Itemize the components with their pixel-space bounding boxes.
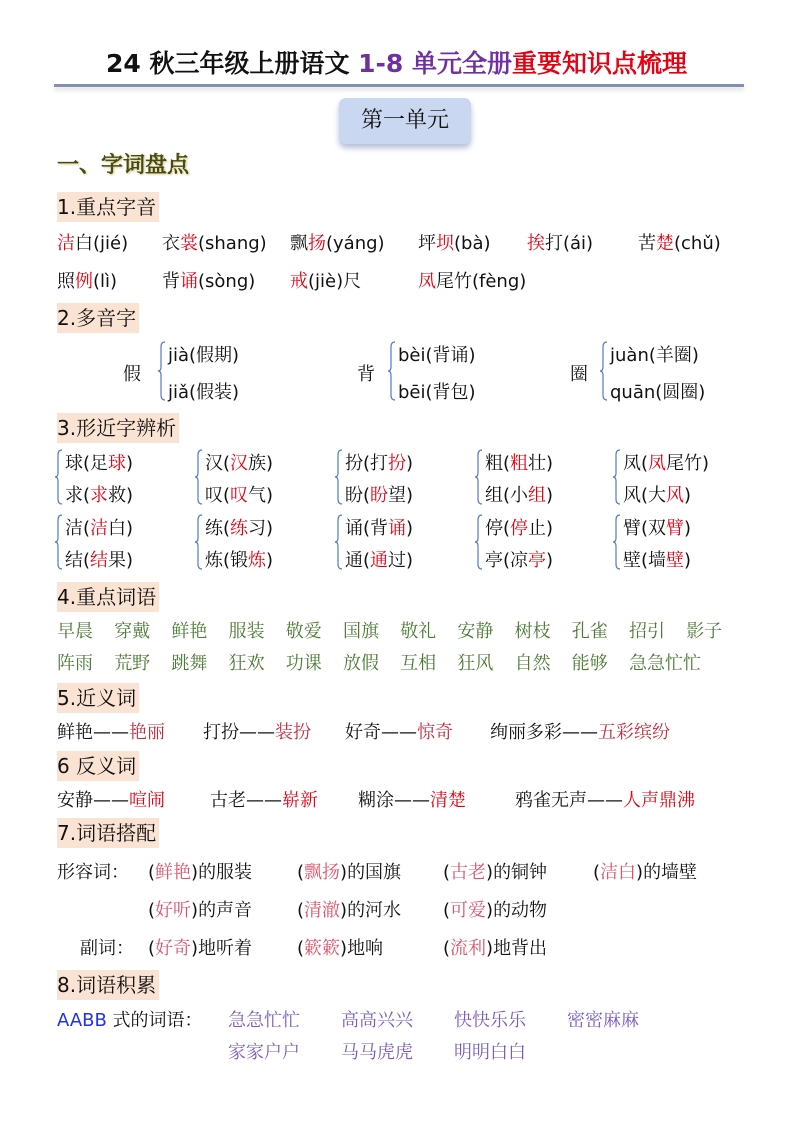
highlight-char: 戒 xyxy=(290,271,308,292)
title-part-3: 重要知识点梳理 xyxy=(512,49,688,78)
similar-char-item xyxy=(345,514,413,540)
text-segment: (bà) xyxy=(454,233,491,254)
collocation-item xyxy=(148,896,252,922)
text-segment: ) xyxy=(266,550,274,571)
key-word: 招引 xyxy=(629,621,665,642)
text-segment: 尾竹(fèng) xyxy=(436,271,527,292)
similar-char-item xyxy=(65,514,133,540)
collocation-fill: 飘扬 xyxy=(304,862,341,883)
similar-char-item xyxy=(205,481,273,507)
collocation-noun: 的服装 xyxy=(198,862,253,883)
text-segment: 习) xyxy=(248,518,274,539)
aabb-word: 快快乐乐 xyxy=(454,1010,526,1031)
text-segment: 过) xyxy=(388,550,414,571)
highlight-char: 通 xyxy=(370,550,389,571)
text-segment: 风(大 xyxy=(623,485,667,506)
key-word: 自然 xyxy=(514,653,551,674)
highlight-char: 壁 xyxy=(666,550,685,571)
highlight-char: 诵 xyxy=(180,271,198,292)
word-pair xyxy=(358,786,466,812)
aabb-word: 急急忙忙 xyxy=(228,1010,300,1031)
pair-word: 糊涂—— xyxy=(358,790,430,811)
text-segment: ) xyxy=(406,518,414,539)
key-word: 阵雨 xyxy=(57,653,93,674)
text-segment: (shang) xyxy=(198,233,267,254)
section-heading: 3.形近字辨析 xyxy=(57,413,179,443)
aabb-suffix: 式的词语： xyxy=(106,1010,203,1031)
text-segment: 凤( xyxy=(623,453,649,474)
text-segment: 通( xyxy=(345,550,371,571)
pronunciation-item xyxy=(162,267,255,293)
word-pair xyxy=(515,786,695,812)
text-segment: 白) xyxy=(108,518,134,539)
text-segment: 照 xyxy=(57,271,75,292)
text-segment: 坪 xyxy=(418,233,436,254)
similar-char-item xyxy=(623,546,691,572)
highlight-char: 扮 xyxy=(388,453,407,474)
collocation-fill: 流利 xyxy=(450,938,487,959)
text-segment: 亭(凉 xyxy=(485,550,529,571)
collocation-fill: 好奇 xyxy=(155,938,192,959)
paren: ( xyxy=(148,938,156,959)
pair-word: 鲜艳—— xyxy=(57,722,129,743)
paren: ) xyxy=(340,938,348,959)
collocation-item xyxy=(443,934,547,960)
collocation-noun: 地响 xyxy=(347,938,384,959)
text-segment: 洁( xyxy=(65,518,91,539)
highlight-char: 求 xyxy=(90,485,109,506)
key-word: 互相 xyxy=(400,653,437,674)
collocation-noun: 的声音 xyxy=(198,900,253,921)
text-segment: 苦 xyxy=(638,233,656,254)
text-segment: 尾竹) xyxy=(666,453,710,474)
reading-1: jià(假期) xyxy=(168,345,240,366)
similar-char-item xyxy=(485,481,553,507)
aabb-word: 密密麻麻 xyxy=(567,1010,639,1031)
highlight-char: 例 xyxy=(75,271,93,292)
pronunciation-item xyxy=(290,267,361,293)
section-heading: 4.重点词语 xyxy=(57,582,159,612)
reading-1: juàn(羊圈) xyxy=(610,345,699,366)
pair-answer: 清楚 xyxy=(430,790,466,811)
key-word: 跳舞 xyxy=(171,653,208,674)
text-segment: 族) xyxy=(248,453,274,474)
word-pair xyxy=(57,718,165,744)
highlight-char: 粗 xyxy=(510,453,529,474)
similar-char-item xyxy=(623,514,691,540)
similar-char-item xyxy=(485,449,553,475)
collocation-item xyxy=(593,858,697,884)
key-word: 鲜艳 xyxy=(171,621,208,642)
collocation-item xyxy=(443,858,547,884)
word-pair xyxy=(345,718,453,744)
text-segment: ) xyxy=(126,453,134,474)
aabb-word: 家家户户 xyxy=(228,1042,300,1063)
word-pair xyxy=(203,718,311,744)
collocation-item xyxy=(297,934,383,960)
key-word: 狂欢 xyxy=(228,653,265,674)
highlight-char: 组 xyxy=(528,485,547,506)
text-segment: 臂(双 xyxy=(623,518,667,539)
paren: ) xyxy=(340,900,348,921)
paren: ) xyxy=(191,938,199,959)
paren: ) xyxy=(191,900,199,921)
reading-2: bēi(背包) xyxy=(398,382,476,403)
adjective-label: 形容词： xyxy=(57,862,129,883)
similar-char-item xyxy=(623,449,709,475)
pronunciation-item xyxy=(527,229,593,255)
text-segment: 背 xyxy=(162,271,180,292)
pair-answer: 惊奇 xyxy=(417,722,453,743)
brace-icon xyxy=(335,514,343,570)
key-word: 孔雀 xyxy=(571,621,608,642)
pair-word: 好奇—— xyxy=(345,722,417,743)
text-segment: (lì) xyxy=(93,271,118,292)
key-word: 急急忙忙 xyxy=(629,653,701,674)
highlight-char: 挨 xyxy=(527,233,545,254)
reading-2: quān(圆圈) xyxy=(610,382,706,403)
key-word: 荒野 xyxy=(114,653,151,674)
polyphone-char: 圈 xyxy=(570,364,588,385)
polyphone-char: 假 xyxy=(123,364,141,385)
similar-char-item xyxy=(65,481,133,507)
similar-char-item xyxy=(345,449,413,475)
unit-badge: 第一单元 xyxy=(339,98,471,144)
paren: ( xyxy=(593,862,601,883)
highlight-char: 炼 xyxy=(248,550,267,571)
brace-icon xyxy=(195,449,203,505)
brace-icon xyxy=(613,449,621,505)
highlight-char: 洁 xyxy=(57,233,75,254)
highlight-char: 楚 xyxy=(656,233,674,254)
text-segment: 壁(墙 xyxy=(623,550,667,571)
pair-word: 古老—— xyxy=(210,790,282,811)
highlight-char: 停 xyxy=(510,518,529,539)
text-segment: 救) xyxy=(108,485,134,506)
similar-char-item xyxy=(345,546,413,572)
collocation-noun: 的铜钟 xyxy=(493,862,548,883)
reading-1: bèi(背诵) xyxy=(398,345,476,366)
key-word: 敬爱 xyxy=(285,621,322,642)
pair-word: 安静—— xyxy=(57,790,129,811)
similar-char-item xyxy=(205,514,273,540)
paren: ( xyxy=(443,862,451,883)
highlight-char: 风 xyxy=(666,485,685,506)
highlight-char: 结 xyxy=(90,550,109,571)
pair-answer: 装扮 xyxy=(275,722,311,743)
text-segment: 停( xyxy=(485,518,511,539)
pair-answer: 五彩缤纷 xyxy=(598,722,670,743)
key-word: 狂风 xyxy=(457,653,494,674)
title-divider xyxy=(54,84,744,87)
text-segment: 打(ái) xyxy=(545,233,594,254)
highlight-char: 坝 xyxy=(436,233,454,254)
similar-char-item xyxy=(345,481,413,507)
paren: ) xyxy=(191,862,199,883)
pronunciation-item xyxy=(290,229,385,255)
pronunciation-item xyxy=(418,267,526,293)
pronunciation-item xyxy=(418,229,491,255)
paren: ) xyxy=(636,862,644,883)
brace-icon xyxy=(55,449,63,505)
key-word: 服装 xyxy=(228,621,265,642)
text-segment: (sòng) xyxy=(198,271,256,292)
text-segment: 白(jié) xyxy=(75,233,129,254)
key-word: 能够 xyxy=(571,653,608,674)
text-segment: 气) xyxy=(248,485,274,506)
pair-answer: 艳丽 xyxy=(129,722,165,743)
highlight-char: 诵 xyxy=(388,518,407,539)
text-segment: 衣 xyxy=(162,233,180,254)
pair-word: 绚丽多彩—— xyxy=(490,722,598,743)
paren: ) xyxy=(486,900,494,921)
text-segment: 诵(背 xyxy=(345,518,389,539)
section-heading: 7.词语搭配 xyxy=(57,818,159,848)
paren: ( xyxy=(297,900,305,921)
key-word: 敬礼 xyxy=(400,621,437,642)
paren: ( xyxy=(148,900,156,921)
text-segment: ) xyxy=(406,453,414,474)
similar-char-item xyxy=(205,546,273,572)
title-part-2: 1-8 单元全册 xyxy=(358,49,513,78)
brace-icon xyxy=(335,449,343,505)
text-segment: 求( xyxy=(65,485,91,506)
highlight-char: 球 xyxy=(108,453,127,474)
key-word: 影子 xyxy=(686,621,723,642)
pair-answer: 喧闹 xyxy=(129,790,165,811)
brace-icon xyxy=(388,341,396,401)
text-segment: 扮(打 xyxy=(345,453,389,474)
text-segment: (jiè)尺 xyxy=(308,271,362,292)
highlight-char: 叹 xyxy=(230,485,249,506)
collocation-item xyxy=(443,896,547,922)
text-segment: (yáng) xyxy=(326,233,385,254)
collocation-noun: 的河水 xyxy=(347,900,402,921)
collocation-fill: 好听 xyxy=(155,900,192,921)
pronunciation-item xyxy=(162,229,267,255)
highlight-char: 汉 xyxy=(230,453,249,474)
key-word: 树枝 xyxy=(514,621,551,642)
pair-word: 打扮—— xyxy=(203,722,275,743)
key-word: 放假 xyxy=(343,653,379,674)
text-segment: 止) xyxy=(528,518,554,539)
aabb-word: 马马虎虎 xyxy=(341,1042,413,1063)
highlight-char: 盼 xyxy=(370,485,389,506)
collocation-item xyxy=(148,858,252,884)
paren: ( xyxy=(443,938,451,959)
section-heading: 5.近义词 xyxy=(57,683,139,713)
text-segment: ) xyxy=(546,550,554,571)
section-heading: 2.多音字 xyxy=(57,303,139,333)
pair-word: 鸦雀无声—— xyxy=(515,790,623,811)
highlight-char: 凤 xyxy=(418,271,436,292)
paren: ) xyxy=(486,938,494,959)
collocation-fill: 簌簌 xyxy=(304,938,341,959)
brace-icon xyxy=(613,514,621,570)
highlight-char: 臂 xyxy=(666,518,685,539)
collocation-fill: 鲜艳 xyxy=(155,862,192,883)
paren: ( xyxy=(443,900,451,921)
text-segment: 果) xyxy=(108,550,134,571)
collocation-fill: 古老 xyxy=(450,862,487,883)
reading-2: jiǎ(假装) xyxy=(168,382,240,403)
text-segment: 粗( xyxy=(485,453,511,474)
key-word: 安静 xyxy=(457,621,494,642)
word-pair xyxy=(490,718,670,744)
part-heading: 一、字词盘点 xyxy=(57,153,190,178)
aabb-word: 高高兴兴 xyxy=(341,1010,413,1031)
brace-icon xyxy=(475,514,483,570)
text-segment: ) xyxy=(684,518,692,539)
collocation-noun: 的国旗 xyxy=(347,862,402,883)
brace-icon xyxy=(55,514,63,570)
section-heading: 6 反义词 xyxy=(57,751,139,781)
paren: ) xyxy=(486,862,494,883)
text-segment: ) xyxy=(684,550,692,571)
key-word: 功课 xyxy=(285,653,322,674)
collocation-fill: 洁白 xyxy=(600,862,637,883)
pair-answer: 崭新 xyxy=(282,790,318,811)
collocation-item xyxy=(297,896,401,922)
paren: ( xyxy=(297,938,305,959)
text-segment: 飘 xyxy=(290,233,308,254)
text-segment: ) xyxy=(546,485,554,506)
document-title xyxy=(0,44,793,80)
aabb-label xyxy=(57,1006,203,1032)
text-segment: 炼(锻 xyxy=(205,550,249,571)
text-segment: 叹( xyxy=(205,485,231,506)
brace-icon xyxy=(600,341,608,401)
brace-icon xyxy=(475,449,483,505)
word-pair xyxy=(57,786,165,812)
word-pair xyxy=(210,786,318,812)
pronunciation-item xyxy=(638,229,721,255)
text-segment: 球(足 xyxy=(65,453,109,474)
similar-char-item xyxy=(623,481,691,507)
key-word: 国旗 xyxy=(343,621,379,642)
highlight-char: 裳 xyxy=(180,233,198,254)
text-segment: 组(小 xyxy=(485,485,529,506)
key-word: 早晨 xyxy=(57,621,93,642)
paren: ( xyxy=(148,862,156,883)
highlight-char: 亭 xyxy=(528,550,547,571)
similar-char-item xyxy=(205,449,273,475)
brace-icon xyxy=(158,341,166,401)
text-segment: ) xyxy=(684,485,692,506)
collocation-item xyxy=(148,934,252,960)
pronunciation-item xyxy=(57,267,117,293)
text-segment: 望) xyxy=(388,485,414,506)
polyphone-char: 背 xyxy=(357,364,375,385)
aabb-word: 明明白白 xyxy=(454,1042,526,1063)
highlight-char: 凤 xyxy=(648,453,667,474)
highlight-char: 扬 xyxy=(308,233,326,254)
adverb-label: 副词： xyxy=(80,938,134,959)
similar-char-item xyxy=(65,546,133,572)
paren: ( xyxy=(297,862,305,883)
highlight-char: 洁 xyxy=(90,518,109,539)
paren: ) xyxy=(340,862,348,883)
collocation-noun: 的墙壁 xyxy=(643,862,698,883)
collocation-noun: 地听着 xyxy=(198,938,253,959)
section-heading: 1.重点字音 xyxy=(57,192,159,222)
text-segment: 练( xyxy=(205,518,231,539)
similar-char-item xyxy=(65,449,133,475)
collocation-noun: 地背出 xyxy=(493,938,548,959)
aabb-tag: AABB xyxy=(57,1010,107,1031)
similar-char-item xyxy=(485,514,553,540)
collocation-noun: 的动物 xyxy=(493,900,548,921)
collocation-item xyxy=(297,858,401,884)
title-part-1: 24 秋三年级上册语文 xyxy=(105,49,359,78)
highlight-char: 练 xyxy=(230,518,249,539)
text-segment: 壮) xyxy=(528,453,554,474)
key-word: 穿戴 xyxy=(114,621,151,642)
text-segment: (chǔ) xyxy=(674,233,721,254)
collocation-fill: 清澈 xyxy=(304,900,341,921)
brace-icon xyxy=(195,514,203,570)
text-segment: 汉( xyxy=(205,453,231,474)
section-heading: 8.词语积累 xyxy=(57,970,159,1000)
text-segment: 结( xyxy=(65,550,91,571)
text-segment: 盼( xyxy=(345,485,371,506)
pronunciation-item xyxy=(57,229,128,255)
pair-answer: 人声鼎沸 xyxy=(623,790,695,811)
similar-char-item xyxy=(485,546,553,572)
collocation-fill: 可爱 xyxy=(450,900,487,921)
